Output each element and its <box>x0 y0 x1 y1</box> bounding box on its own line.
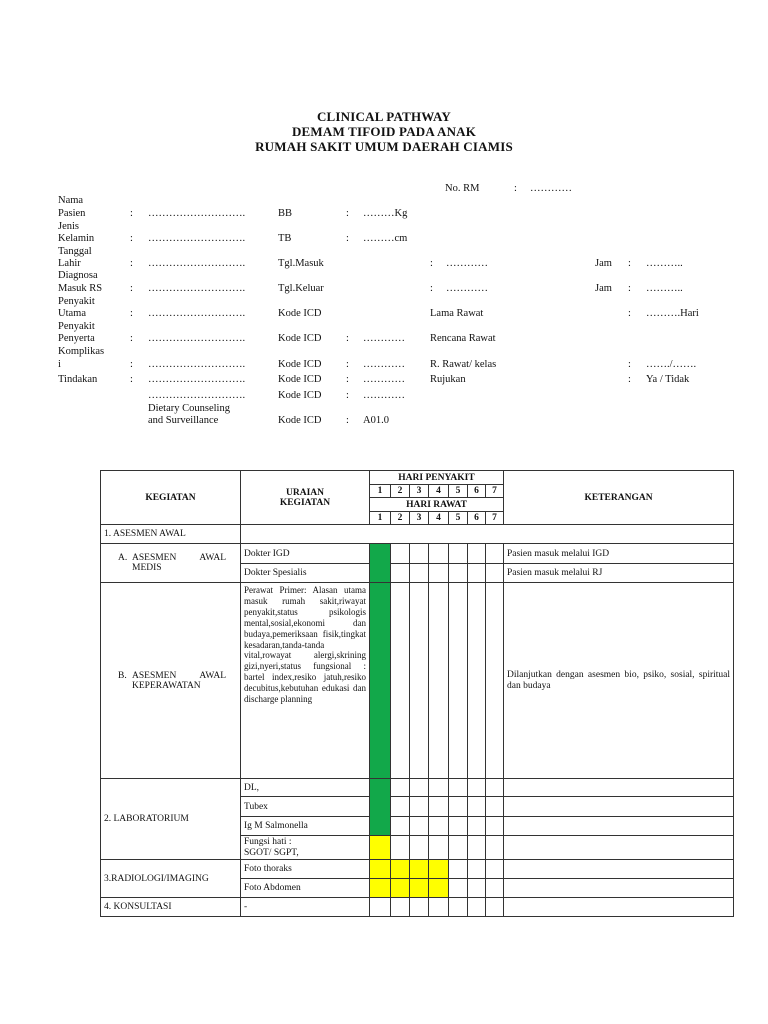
radiologi-foto-thoraks: Foto thoraks <box>241 860 370 879</box>
section-radiologi: 3.RADIOLOGI/IMAGING <box>101 860 241 898</box>
colon: : <box>130 258 133 269</box>
label-penyakit-2: Penyakit <box>58 321 95 332</box>
day-cell <box>429 779 449 797</box>
section-laboratorium: 2. LABORATORIUM <box>101 779 241 860</box>
field-pasien: ………………………. <box>148 208 246 219</box>
row-asesmen-medis <box>101 544 241 583</box>
day-number: 1 <box>370 512 391 525</box>
field-icd-tindakan: ………… <box>363 374 405 385</box>
header-uraian-kegiatan <box>241 471 370 525</box>
header-uraian-line-2: KEGIATAN <box>279 497 331 508</box>
label-utama: Utama <box>58 308 86 319</box>
dietary-line-1: Dietary Counseling <box>148 403 230 414</box>
day-number: 5 <box>449 512 468 525</box>
keterangan-empty <box>504 779 734 797</box>
yellow-day-cell <box>391 879 410 898</box>
day-cell <box>429 583 449 779</box>
label-i: i <box>58 359 61 370</box>
keterangan-keperawatan: Dilanjutkan dengan asesmen bio, psiko, sosial, spiritual dan budaya <box>504 583 734 779</box>
day-cell <box>429 836 449 860</box>
label-kode-icd: Kode ICD <box>278 359 322 370</box>
colon: : <box>628 359 631 370</box>
day-cell <box>486 836 504 860</box>
field-r-rawat-kelas: ……./……. <box>646 359 697 370</box>
field-masuk-rs: ………………………. <box>148 283 246 294</box>
label-kode-icd: Kode ICD <box>278 333 322 344</box>
day-cell <box>486 779 504 797</box>
label-tanggal: Tanggal <box>58 246 92 257</box>
day-cell <box>391 836 410 860</box>
header-kegiatan: KEGIATAN <box>101 471 241 525</box>
row-asesmen-keperawatan <box>101 583 241 779</box>
field-lahir: ………………………. <box>148 258 246 269</box>
day-cell <box>449 583 468 779</box>
label-kelamin: Kelamin <box>58 233 95 244</box>
day-cell <box>391 898 410 917</box>
label-kode-icd: Kode ICD <box>278 374 322 385</box>
day-number: 3 <box>410 485 429 498</box>
day-cell <box>468 836 486 860</box>
day-number: 7 <box>486 485 504 498</box>
day-cell <box>429 817 449 836</box>
day-cell <box>429 898 449 917</box>
colon: : <box>130 374 133 385</box>
field-rujukan: Ya / Tidak <box>646 374 690 385</box>
page-title-line-1: CLINICAL PATHWAY <box>316 109 452 124</box>
colon: : <box>346 415 349 426</box>
colon: : <box>430 283 433 294</box>
day-cell <box>486 817 504 836</box>
label-asesmen-medis: ASESMEN AWAL MEDIS <box>132 553 226 573</box>
day-cell <box>486 797 504 817</box>
header-keterangan: KETERANGAN <box>504 471 734 525</box>
day-cell <box>449 879 468 898</box>
label-tgl-masuk: Tgl.Masuk <box>278 258 324 269</box>
radiologi-foto-abdomen: Foto Abdomen <box>241 879 370 898</box>
day-cell <box>410 797 429 817</box>
day-number: 4 <box>429 512 449 525</box>
field-jam-masuk: ……….. <box>646 258 683 269</box>
lab-sgot-sgpt-line: SGOT/ SGPT, <box>244 847 299 858</box>
day-cell <box>486 564 504 583</box>
green-day-cell <box>370 779 391 836</box>
keterangan-empty <box>504 836 734 860</box>
colon: : <box>430 258 433 269</box>
field-bb: ………Kg <box>363 208 408 219</box>
day-cell <box>410 779 429 797</box>
label-pasien: Pasien <box>58 208 86 219</box>
day-cell <box>449 817 468 836</box>
label-diagnosa: Diagnosa <box>58 270 98 281</box>
day-cell <box>486 860 504 879</box>
yellow-day-cell <box>370 860 391 879</box>
day-cell <box>391 817 410 836</box>
field-tgl-keluar: ………… <box>446 283 488 294</box>
day-cell <box>391 544 410 564</box>
day-cell <box>429 544 449 564</box>
day-cell <box>486 879 504 898</box>
section-asesmen-awal: 1. ASESMEN AWAL <box>101 525 241 544</box>
dietary-line-2: and Surveillance <box>148 415 219 426</box>
konsultasi-value: - <box>241 898 370 917</box>
label-jam: Jam <box>595 283 612 294</box>
day-number: 2 <box>391 485 410 498</box>
colon: : <box>514 183 517 194</box>
colon: : <box>628 283 631 294</box>
lab-item-fungsi-hati <box>241 836 370 860</box>
field-lama-rawat: ……….Hari <box>646 308 699 319</box>
no-rm-label: No. RM <box>445 183 480 194</box>
header-uraian-line-1: URAIAN <box>286 487 324 498</box>
day-number: 2 <box>391 512 410 525</box>
day-cell <box>468 544 486 564</box>
day-cell <box>410 544 429 564</box>
label-kode-icd: Kode ICD <box>278 390 322 401</box>
label-lahir: Lahir <box>58 258 81 269</box>
day-cell <box>486 544 504 564</box>
day-cell <box>410 836 429 860</box>
field-tindakan: ………………………. <box>148 374 246 385</box>
yellow-day-cell <box>410 860 429 879</box>
day-cell <box>486 583 504 779</box>
colon: : <box>346 333 349 344</box>
header-hari-penyakit: HARI PENYAKIT <box>370 471 504 485</box>
yellow-day-cell <box>391 860 410 879</box>
label-komplikas: Komplikas <box>58 346 105 357</box>
keterangan-empty <box>504 898 734 917</box>
label-kode-icd: Kode ICD <box>278 415 322 426</box>
label-rujukan: Rujukan <box>430 374 466 385</box>
keterangan-empty <box>504 817 734 836</box>
label-lama-rawat: Lama Rawat <box>430 308 484 319</box>
keterangan-empty <box>504 860 734 879</box>
field-icd-tindakan-2: ………… <box>363 390 405 401</box>
label-jenis: Jenis <box>58 221 79 232</box>
colon: : <box>346 233 349 244</box>
keterangan-empty <box>504 879 734 898</box>
field-tb: ………cm <box>363 233 408 244</box>
uraian-dokter-spesialis: Dokter Spesialis <box>241 564 370 583</box>
colon: : <box>130 283 133 294</box>
label-rencana-rawat: Rencana Rawat <box>430 333 496 344</box>
colon: : <box>628 258 631 269</box>
item-letter: A. <box>118 553 128 563</box>
colon: : <box>130 359 133 370</box>
day-number: 4 <box>429 485 449 498</box>
day-cell <box>391 779 410 797</box>
clinical-pathway-table <box>100 470 734 917</box>
day-cell <box>468 860 486 879</box>
day-cell <box>486 898 504 917</box>
label-tb: TB <box>278 233 292 244</box>
keterangan-rj: Pasien masuk melalui RJ <box>504 564 734 583</box>
day-cell <box>410 583 429 779</box>
field-tgl-masuk: ………… <box>446 258 488 269</box>
colon: : <box>628 308 631 319</box>
header-hari-rawat: HARI RAWAT <box>370 498 504 512</box>
day-number: 5 <box>449 485 468 498</box>
field-kelamin: ………………………. <box>148 233 246 244</box>
label-penyakit-1: Penyakit <box>58 296 95 307</box>
lab-item-igm-salmonella: Ig M Salmonella <box>241 817 370 836</box>
section-konsultasi: 4. KONSULTASI <box>101 898 241 917</box>
colon: : <box>346 359 349 370</box>
label-tindakan: Tindakan <box>58 374 98 385</box>
field-jam-keluar: ……….. <box>646 283 683 294</box>
day-cell <box>410 817 429 836</box>
label-nama: Nama <box>58 195 84 206</box>
day-cell <box>391 797 410 817</box>
green-day-cell <box>370 583 391 779</box>
day-cell <box>449 898 468 917</box>
green-day-cell <box>370 544 391 583</box>
day-number: 3 <box>410 512 429 525</box>
field-icd-penyerta: ………… <box>363 333 405 344</box>
field-tindakan-2: ………………………. <box>148 390 246 401</box>
day-cell <box>429 564 449 583</box>
day-cell <box>410 898 429 917</box>
day-cell <box>468 797 486 817</box>
colon: : <box>346 390 349 401</box>
day-cell <box>410 564 429 583</box>
colon: : <box>346 208 349 219</box>
day-cell <box>468 583 486 779</box>
item-letter: B. <box>118 670 127 681</box>
day-number: 1 <box>370 485 391 498</box>
day-number: 6 <box>468 512 486 525</box>
colon: : <box>130 333 133 344</box>
label-r-rawat-kelas: R. Rawat/ kelas <box>430 359 497 370</box>
colon: : <box>130 308 133 319</box>
day-cell <box>449 779 468 797</box>
page-title-line-3: RUMAH SAKIT UMUM DAERAH CIAMIS <box>255 139 513 154</box>
day-cell <box>370 898 391 917</box>
lab-item-tubex: Tubex <box>241 797 370 817</box>
colon: : <box>628 374 631 385</box>
day-cell <box>468 898 486 917</box>
label-masuk-rs: Masuk RS <box>58 283 103 294</box>
day-cell <box>391 583 410 779</box>
page-title-line-2: DEMAM TIFOID PADA ANAK <box>291 124 477 139</box>
day-number: 7 <box>486 512 504 525</box>
label-kode-icd: Kode ICD <box>278 308 322 319</box>
field-utama: ………………………. <box>148 308 246 319</box>
uraian-dokter-igd: Dokter IGD <box>241 544 370 564</box>
day-cell <box>449 544 468 564</box>
label-bb: BB <box>278 208 293 219</box>
day-cell <box>449 797 468 817</box>
day-cell <box>449 564 468 583</box>
keterangan-igd: Pasien masuk melalui IGD <box>504 544 734 564</box>
day-cell <box>468 817 486 836</box>
no-rm-value: ………… <box>530 183 572 194</box>
label-penyerta: Penyerta <box>58 333 95 344</box>
colon: : <box>346 374 349 385</box>
lab-fungsi-hati-line: Fungsi hati : <box>244 837 292 847</box>
day-cell <box>449 860 468 879</box>
label-tgl-keluar: Tgl.Keluar <box>278 283 324 294</box>
lab-item-dl: DL, <box>241 779 370 797</box>
icd-code-a010: A01.0 <box>363 415 389 426</box>
label-jam: Jam <box>595 258 612 269</box>
empty-cell <box>241 525 734 544</box>
keterangan-empty <box>504 797 734 817</box>
yellow-day-cell <box>429 860 449 879</box>
day-cell <box>391 564 410 583</box>
yellow-day-cell <box>370 879 391 898</box>
uraian-perawat-primer: Perawat Primer: Alasan utama masuk rumah sakit,riwayat penyakit,status psikologis mental,sosial,ekonomi dan budaya,pemeriksaan fisik,tingkat kesadaran,tanda-tanda vital,rowayat alergi,skrining gizi,nyeri,status fungsional : bartel index,resiko jatuh,resiko decubitus,kebutuhan edukasi dan discharge planning <box>241 583 370 779</box>
yellow-day-cell <box>429 879 449 898</box>
day-cell <box>429 797 449 817</box>
yellow-day-cell <box>410 879 429 898</box>
label-asesmen-keperawatan: ASESMEN AWAL KEPERAWATAN <box>132 670 226 691</box>
field-icd-komplikasi: ………… <box>363 359 405 370</box>
day-cell <box>449 836 468 860</box>
day-number: 6 <box>468 485 486 498</box>
field-penyerta: ………………………. <box>148 333 246 344</box>
day-cell <box>468 564 486 583</box>
field-komplikasi: ………………………. <box>148 359 246 370</box>
day-cell <box>468 779 486 797</box>
yellow-day-cell <box>370 836 391 860</box>
colon: : <box>130 233 133 244</box>
colon: : <box>130 208 133 219</box>
day-cell <box>468 879 486 898</box>
